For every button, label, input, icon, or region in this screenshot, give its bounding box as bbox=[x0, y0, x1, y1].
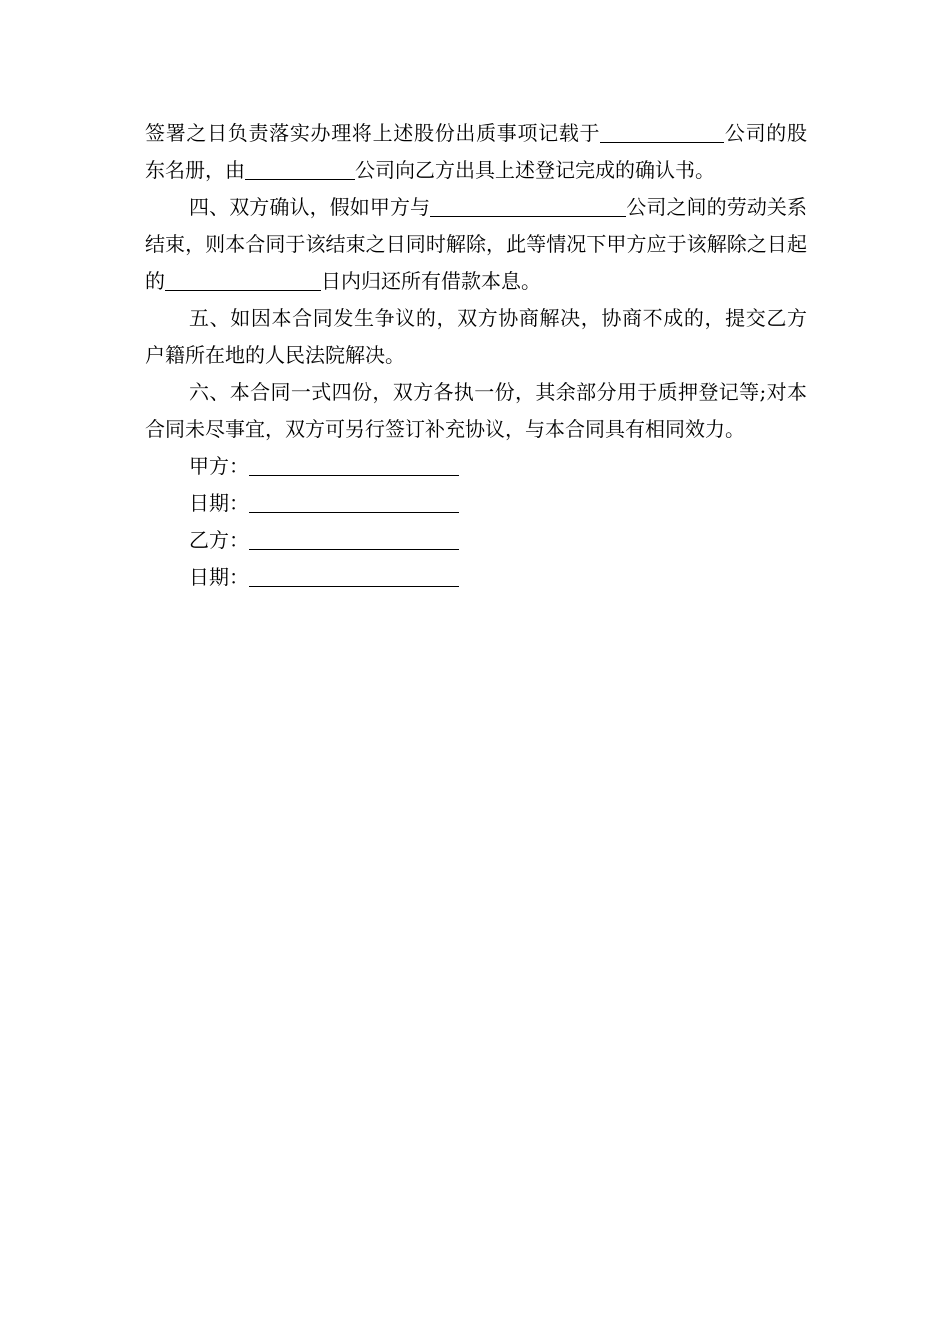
paragraph-registration bbox=[145, 115, 807, 189]
paragraph-text: 四、双方确认，假如甲方与 bbox=[189, 195, 431, 219]
days-blank[interactable] bbox=[165, 268, 321, 291]
signature-party-b-line[interactable] bbox=[249, 527, 459, 550]
signature-label: 乙方： bbox=[189, 528, 249, 552]
signature-label: 日期： bbox=[189, 491, 249, 515]
company-name-blank-3[interactable] bbox=[430, 194, 626, 217]
clause-six: 六、本合同一式四份，双方各执一份，其余部分用于质押登记等;对本合同未尽事宜，双方可另行签订补充协议，与本合同具有相同效力。 bbox=[145, 380, 807, 441]
paragraph-text: 公司向乙方出具上述登记完成的确认书。 bbox=[355, 158, 715, 182]
paragraph-text: 公司之间的劳动关系结束，则本合同于该结束之日同时解除，此等情况下甲方应于该解除之日起的 bbox=[145, 195, 808, 293]
signature-label: 甲方： bbox=[189, 454, 249, 478]
signature-label: 日期： bbox=[189, 565, 249, 589]
company-name-blank-1[interactable] bbox=[600, 120, 724, 143]
paragraph-text: 公司的股东名册，由 bbox=[145, 121, 808, 182]
signature-party-b bbox=[145, 522, 807, 559]
signature-date-b bbox=[145, 559, 807, 596]
document-page bbox=[145, 115, 807, 596]
signature-party-a-line[interactable] bbox=[249, 453, 459, 476]
clause-five: 五、如因本合同发生争议的，双方协商解决，协商不成的，提交乙方户籍所在地的人民法院解决。 bbox=[145, 306, 807, 367]
company-name-blank-2[interactable] bbox=[245, 157, 355, 180]
clause-four bbox=[145, 189, 807, 300]
signature-date-a bbox=[145, 485, 807, 522]
signature-party-a bbox=[145, 448, 807, 485]
paragraph-text: 签署之日负责落实办理将上述股份出质事项记载于 bbox=[145, 121, 601, 145]
signature-date-b-line[interactable] bbox=[249, 564, 459, 587]
paragraph-text: 日内归还所有借款本息。 bbox=[321, 269, 541, 293]
signature-date-a-line[interactable] bbox=[249, 490, 459, 513]
